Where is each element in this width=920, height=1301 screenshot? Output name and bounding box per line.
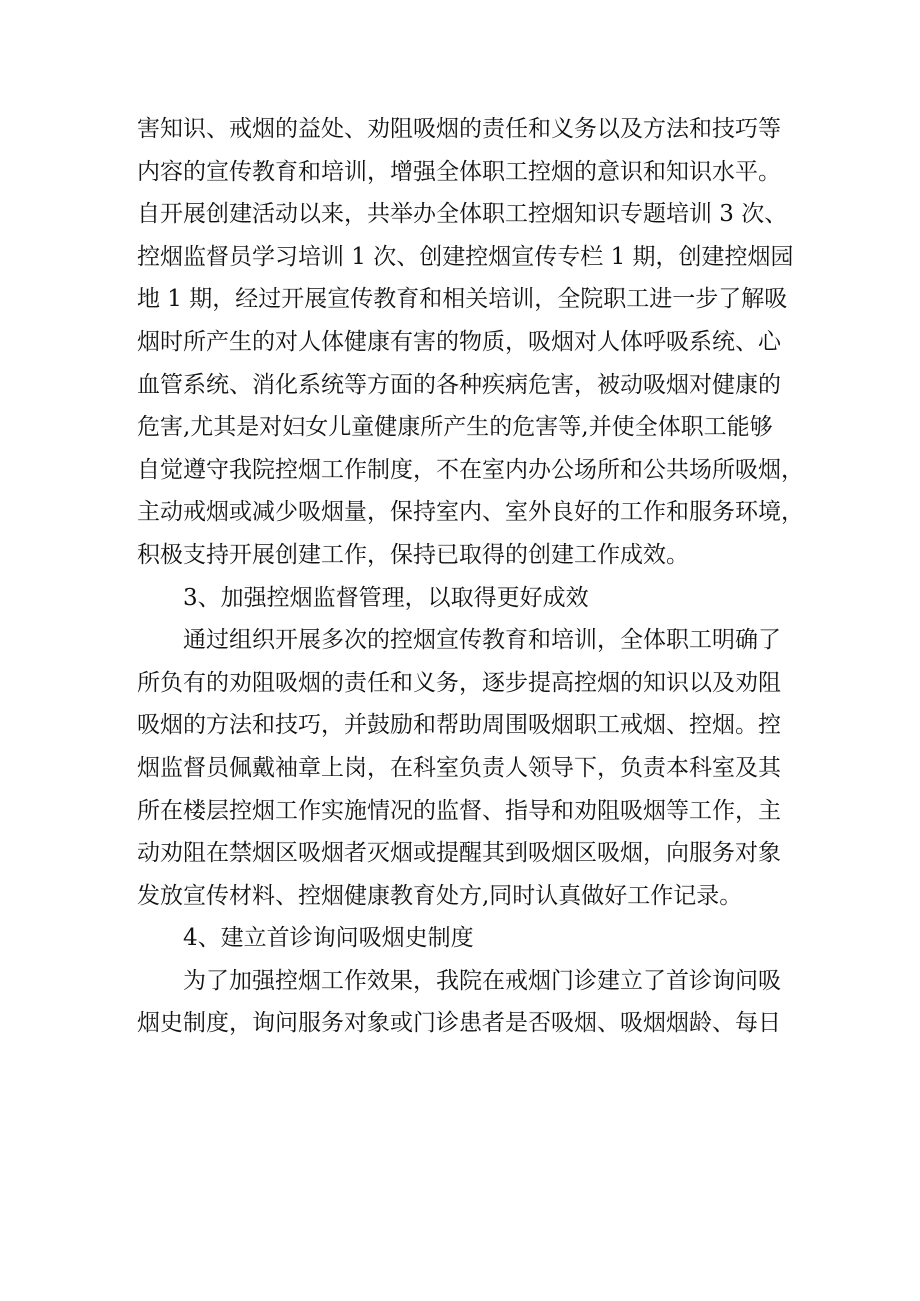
text-line: 烟监督员佩戴袖章上岗，在科室负责人领导下，负责本科室及其 bbox=[137, 754, 781, 781]
text-line: 危害,尤其是对妇女儿童健康所产生的危害等,并使全体职工能够 bbox=[137, 414, 773, 441]
paragraph-start-line: 3、加强控烟监督管理，以取得更好成效 bbox=[183, 584, 589, 611]
text-line: 害知识、戒烟的益处、劝阻吸烟的责任和义务以及方法和技巧等 bbox=[137, 116, 781, 142]
text-line: 血管系统、消化系统等方面的各种疾病危害，被动吸烟对健康的 bbox=[137, 371, 781, 398]
text-line: 动劝阻在禁烟区吸烟者灭烟或提醒其到吸烟区吸烟，向服务对象 bbox=[137, 840, 781, 867]
paragraph-start-line: 通过组织开展多次的控烟宣传教育和培训，全体职工明确了 bbox=[183, 627, 781, 654]
text-line: 积极支持开展创建工作，保持已取得的创建工作成效。 bbox=[137, 541, 689, 568]
text-line: 吸烟的方法和技巧，并鼓励和帮助周围吸烟职工戒烟、控烟。控 bbox=[137, 712, 781, 739]
text-line: 所负有的劝阻吸烟的责任和义务，逐步提高控烟的知识以及劝阻 bbox=[137, 669, 781, 696]
text-line: 所在楼层控烟工作实施情况的监督、指导和劝阻吸烟等工作，主 bbox=[137, 797, 781, 824]
paragraph-start-line: 为了加强控烟工作效果，我院在戒烟门诊建立了首诊询问吸 bbox=[183, 967, 781, 994]
paragraph-start-line: 4、建立首诊询问吸烟史制度 bbox=[183, 925, 474, 952]
text-line: 烟史制度，询问服务对象或门诊患者是否吸烟、吸烟烟龄、每日 bbox=[137, 1010, 781, 1037]
text-line: 自觉遵守我院控烟工作制度，不在室内办公场所和公共场所吸烟， bbox=[137, 456, 804, 483]
text-line: 控烟监督员学习培训 1 次、创建控烟宣传专栏 1 期，创建控烟园 bbox=[137, 243, 794, 270]
text-line: 内容的宣传教育和培训，增强全体职工控烟的意识和知识水平。 bbox=[137, 158, 781, 185]
text-line: 自开展创建活动以来，共举办全体职工控烟知识专题培训 3 次、 bbox=[137, 201, 788, 228]
text-line: 发放宣传材料、控烟健康教育处方,同时认真做好工作记录。 bbox=[137, 882, 743, 909]
text-line: 主动戒烟或减少吸烟量，保持室内、室外良好的工作和服务环境， bbox=[137, 499, 804, 526]
body-text bbox=[137, 108, 804, 1045]
text-line: 地 1 期，经过开展宣传教育和相关培训，全院职工进一步了解吸 bbox=[137, 286, 788, 313]
text-line: 烟时所产生的对人体健康有害的物质，吸烟对人体呼吸系统、心 bbox=[137, 328, 781, 355]
